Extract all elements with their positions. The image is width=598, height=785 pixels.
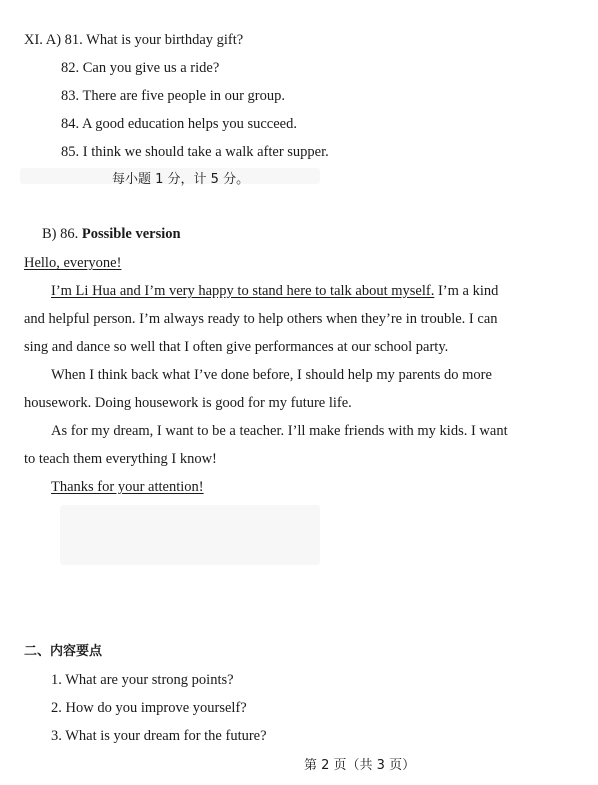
part-a-item-83: 83. There are five people in our group. [61,88,285,104]
score-note: 每小题 1 分，计 5 分。 [112,172,250,187]
part-a-heading: XI. A) 81. What is your birthday gift? [24,32,244,48]
essay-para1-rest: I’m a kind [434,283,499,299]
essay-para1-line1 [51,282,498,300]
content-point-1: 1. What are your strong points? [51,672,234,688]
part-a-item-85: 85. I think we should take a walk after supper. [61,144,329,160]
part-b-number: B) 86. [42,226,82,242]
scan-smudge [60,505,320,565]
content-point-3: 3. What is your dream for the future? [51,728,267,744]
essay-para1-line3: sing and dance so well that I often give performances at our school party. [24,339,449,355]
essay-para2-line1: When I think back what I’ve done before, I should help my parents do more [51,367,492,383]
part-a-item-84: 84. A good education helps you succeed. [61,116,297,132]
essay-para3-line1: As for my dream, I want to be a teacher. I’ll make friends with my kids. I want [51,423,508,439]
section-2-heading: 二、内容要点 [24,644,103,659]
part-b-title: Possible version [81,226,181,242]
essay-para1-line2: and helpful person. I’m always ready to help others when they’re in trouble. I can [24,311,498,327]
essay-para3-line2: to teach them everything I know! [24,451,217,467]
part-a-item-82: 82. Can you give us a ride? [61,60,220,76]
essay-closing: Thanks for your attention! [51,479,204,495]
essay-intro-underlined: I’m Li Hua and I’m very happy to stand here to talk about myself. [51,283,435,299]
content-point-2: 2. How do you improve yourself? [51,700,247,716]
part-b-label [42,225,181,243]
essay-para2-line2: housework. Doing housework is good for my future life. [24,395,352,411]
page-number-footer: 第 2 页（共 3 页） [304,758,416,773]
essay-greeting: Hello, everyone! [24,255,122,271]
